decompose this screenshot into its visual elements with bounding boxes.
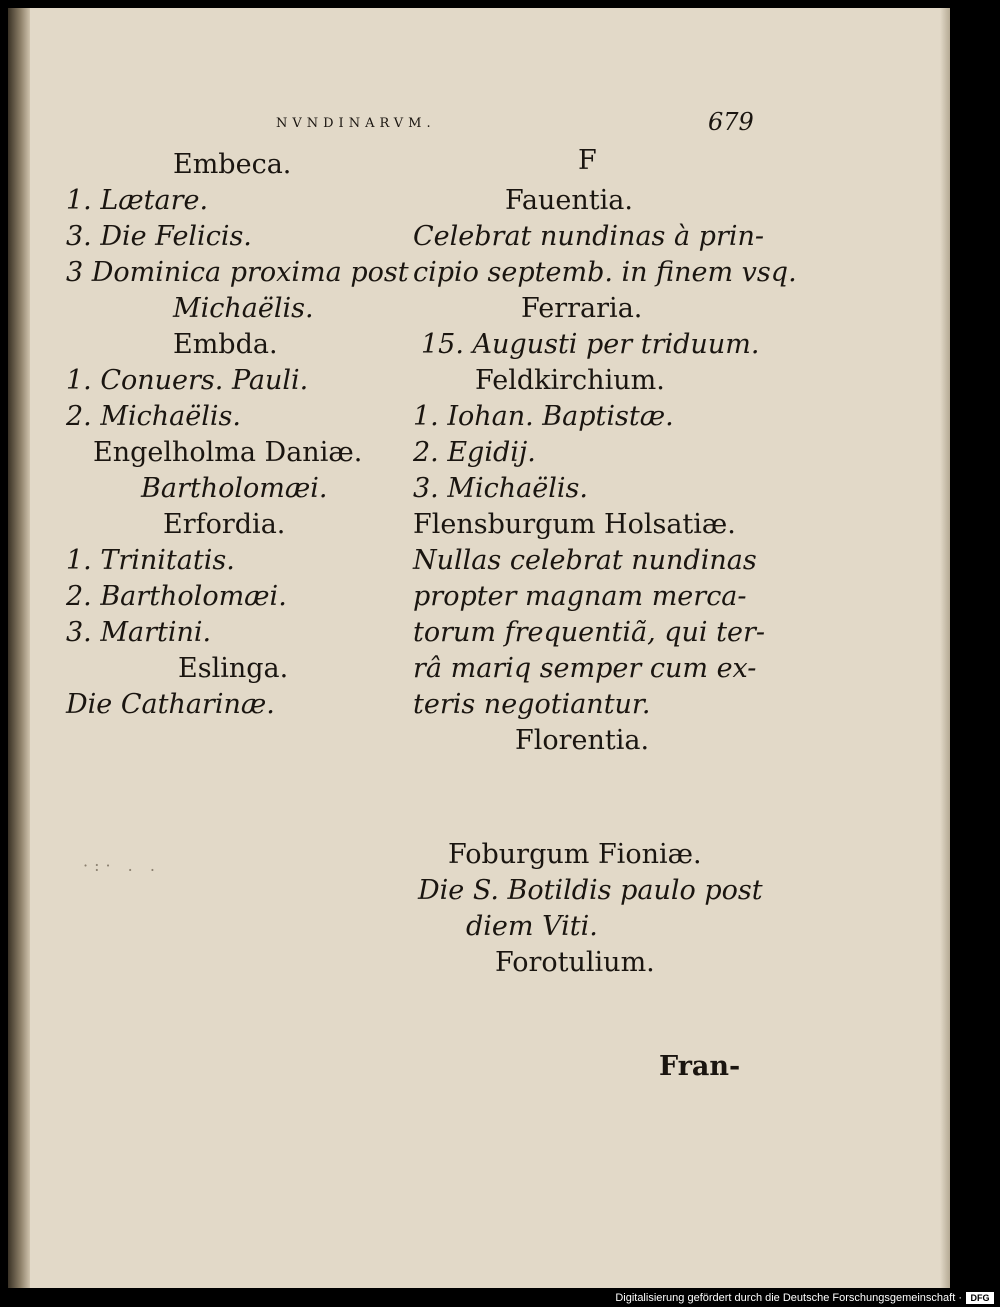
entry-line: 15. Augusti per triduum. bbox=[421, 329, 760, 360]
footer-credit: Digitalisierung gefördert durch die Deutsche Forschungsgemeinschaft · bbox=[615, 1292, 962, 1304]
dfg-logo: DFG bbox=[966, 1292, 994, 1304]
entry-heading: Florentia. bbox=[515, 725, 650, 756]
entry-heading: Embda. bbox=[173, 329, 278, 360]
entry-line: teris negotiantur. bbox=[413, 689, 651, 720]
entry-line: 2. Egidij. bbox=[413, 437, 536, 468]
running-head: NVNDINARVM. bbox=[276, 116, 436, 131]
entry-line: Michaëlis. bbox=[173, 293, 314, 324]
entry-heading: Ferraria. bbox=[521, 293, 643, 324]
entry-line: 1. Iohan. Baptistæ. bbox=[413, 401, 674, 432]
entry-line: 1. Conuers. Pauli. bbox=[66, 365, 309, 396]
entry-heading: Fauentia. bbox=[505, 185, 633, 216]
entry-line: Celebrat nundinas à prin- bbox=[413, 221, 764, 252]
entry-heading: Flensburgum Holsatiæ. bbox=[413, 509, 736, 540]
entry-line: 3. Die Felicis. bbox=[66, 221, 252, 252]
entry-heading: Eslinga. bbox=[178, 653, 289, 684]
entry-line: râ mariq semper cum ex- bbox=[413, 653, 757, 684]
entry-heading: Forotulium. bbox=[495, 947, 655, 978]
entry-line: propter magnam merca- bbox=[413, 581, 747, 612]
entry-heading: Erfordia. bbox=[163, 509, 286, 540]
section-letter: F bbox=[578, 145, 597, 176]
entry-line: 1. Trinitatis. bbox=[66, 545, 235, 576]
entry-line: 3. Michaëlis. bbox=[413, 473, 588, 504]
entry-heading: Embeca. bbox=[173, 149, 292, 180]
entry-line: 3 Dominica proxima post bbox=[66, 257, 409, 288]
page-number: 679 bbox=[708, 108, 754, 136]
entry-line: 1. Lætare. bbox=[66, 185, 209, 216]
entry-line: cipio septemb. in finem vsq. bbox=[413, 257, 797, 288]
footer-bar bbox=[0, 1290, 1000, 1307]
entry-heading: Feldkirchium. bbox=[475, 365, 665, 396]
entry-heading: Foburgum Fioniæ. bbox=[448, 839, 702, 870]
entry-line: Nullas celebrat nundinas bbox=[413, 545, 757, 576]
entry-line: Bartholomæi. bbox=[141, 473, 328, 504]
entry-line: 2. Michaëlis. bbox=[66, 401, 241, 432]
entry-line: torum frequentiã, qui ter- bbox=[413, 617, 766, 648]
entry-heading: Engelholma Daniæ. bbox=[93, 437, 363, 468]
entry-line: 2. Bartholomæi. bbox=[66, 581, 287, 612]
book-page bbox=[8, 8, 950, 1288]
entry-line: Die Catharinæ. bbox=[66, 689, 275, 720]
entry-line: Die S. Botildis paulo post bbox=[418, 875, 763, 906]
entry-line: 3. Martini. bbox=[66, 617, 212, 648]
catchword: Fran- bbox=[659, 1051, 741, 1082]
ink-smudge: ·:· . . bbox=[83, 856, 161, 875]
entry-line: diem Viti. bbox=[466, 911, 598, 942]
